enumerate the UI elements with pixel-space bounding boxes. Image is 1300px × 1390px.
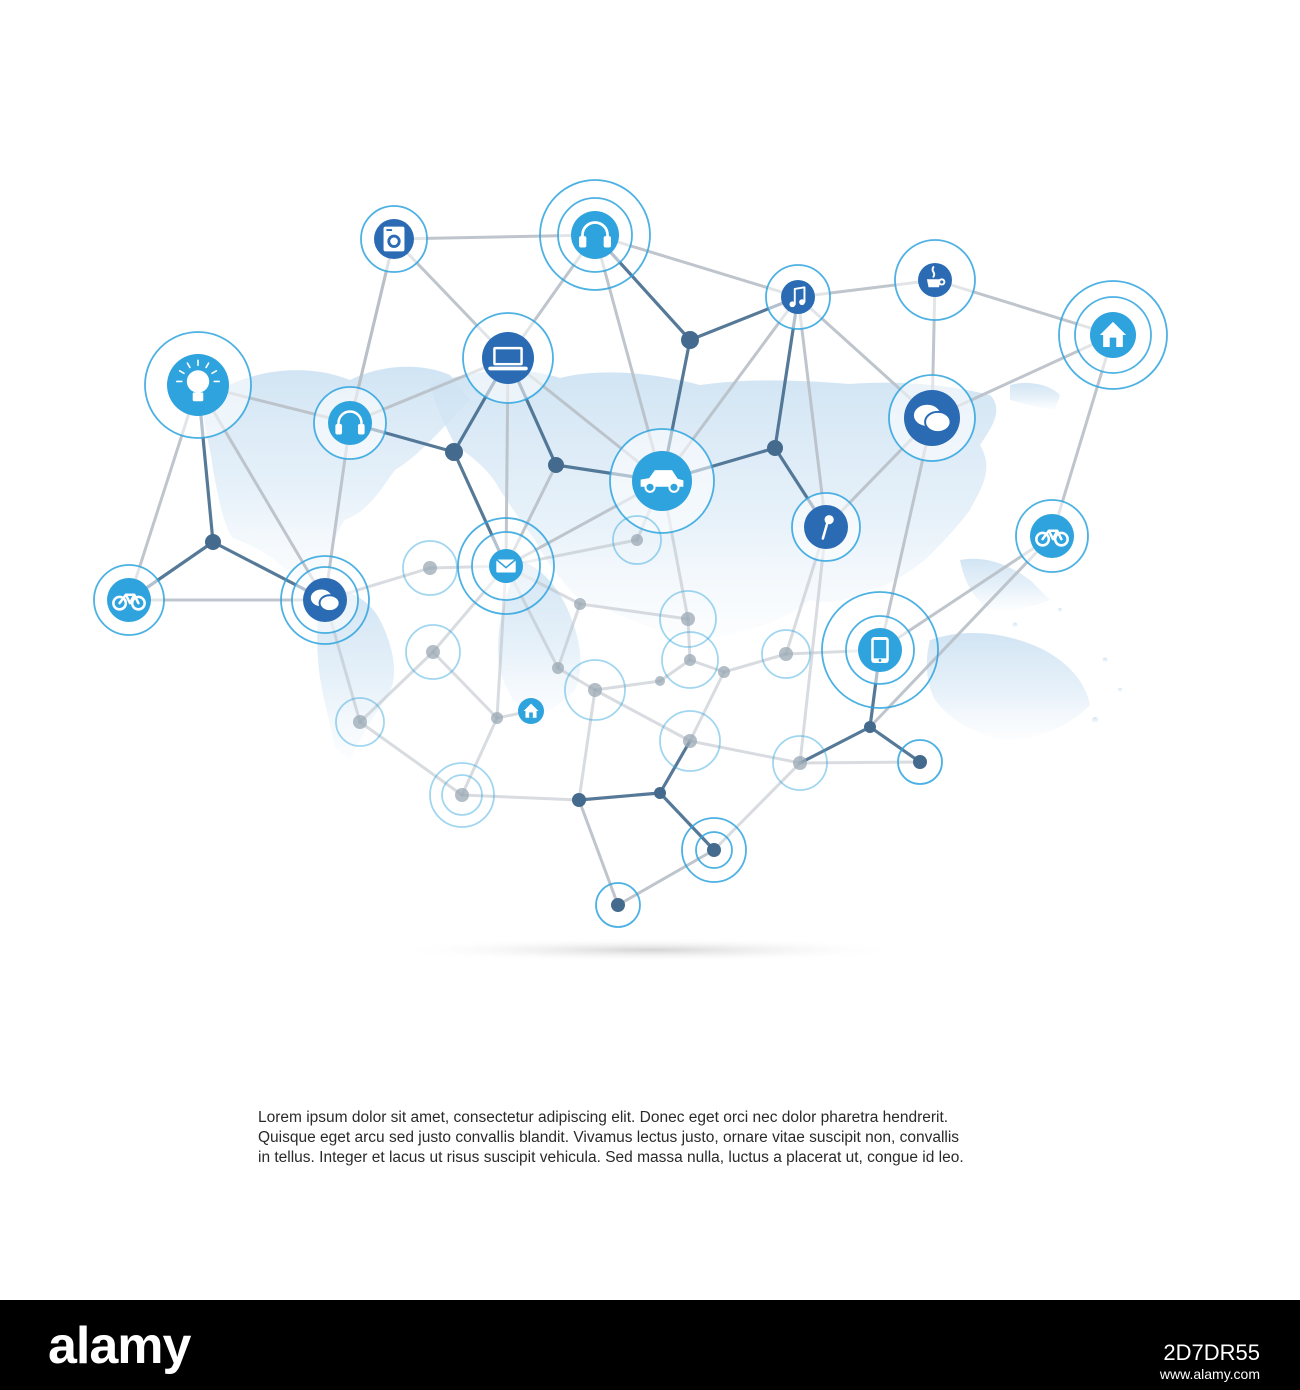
node-dot xyxy=(445,443,463,461)
ground-shadow xyxy=(390,938,910,962)
network-edge xyxy=(579,793,660,800)
network-edge xyxy=(360,722,462,795)
network-node xyxy=(314,387,386,459)
node-dot xyxy=(913,755,927,769)
network-edge xyxy=(595,681,660,690)
stock-watermark-bar xyxy=(0,1300,1300,1390)
node-dot xyxy=(681,612,695,626)
laptop-icon xyxy=(488,347,528,370)
node-dot xyxy=(455,788,469,802)
node-dot xyxy=(707,843,721,857)
body-text-line-1: Lorem ipsum dolor sit amet, consectetur adipiscing elit. Donec eget orci nec dolor pharetra hendrerit. xyxy=(258,1109,949,1126)
network-node xyxy=(822,592,938,708)
body-text xyxy=(258,1108,1058,1168)
network-edge xyxy=(800,762,920,763)
node-dot xyxy=(654,787,666,799)
network-node xyxy=(610,429,714,533)
network-node xyxy=(458,518,554,614)
network-node xyxy=(281,556,369,644)
node-core xyxy=(781,280,815,314)
node-dot xyxy=(631,534,643,546)
stock-host: www.alamy.com xyxy=(1159,1366,1260,1382)
network-node xyxy=(889,375,975,461)
body-text-line-3: in tellus. Integer et lacus ut risus suscipit vehicula. Sed massa nulla, luctus a placerat ut, congue id leo. xyxy=(258,1149,964,1166)
network-node xyxy=(552,662,564,674)
node-core xyxy=(328,401,372,445)
network-node xyxy=(895,240,975,320)
network-node xyxy=(864,721,876,733)
network-node xyxy=(406,625,460,679)
node-dot xyxy=(572,793,586,807)
node-dot xyxy=(793,756,807,770)
node-dot xyxy=(353,715,367,729)
image-id: 2D7DR55 xyxy=(1163,1340,1260,1365)
node-dot xyxy=(423,561,437,575)
node-dot xyxy=(655,676,665,686)
network-node xyxy=(654,787,666,799)
network-edge xyxy=(433,652,497,718)
node-dot xyxy=(779,647,793,661)
network-node xyxy=(655,676,665,686)
network-node xyxy=(548,457,564,473)
network-edge xyxy=(800,727,870,763)
network-edge xyxy=(579,800,618,905)
network-node xyxy=(572,793,586,807)
network-node xyxy=(1059,281,1167,389)
node-dot xyxy=(205,534,221,550)
network-node xyxy=(445,443,463,461)
node-dot xyxy=(426,645,440,659)
network-edge xyxy=(462,795,579,800)
node-dot xyxy=(552,662,564,674)
node-dot xyxy=(681,331,699,349)
node-dot xyxy=(683,734,697,748)
network-node xyxy=(792,493,860,561)
network-node xyxy=(574,598,586,610)
washing-machine-icon xyxy=(384,227,405,252)
node-dot xyxy=(767,440,783,456)
node-dot xyxy=(718,666,730,678)
network-edge xyxy=(690,741,800,763)
network-edge xyxy=(870,727,920,762)
network-node xyxy=(205,534,221,550)
network-edge xyxy=(724,654,786,672)
node-dot xyxy=(611,898,625,912)
network-node xyxy=(491,712,503,724)
tablet-icon xyxy=(871,637,889,663)
network-node xyxy=(660,711,720,771)
network-node xyxy=(596,883,640,927)
network-node xyxy=(145,332,251,438)
node-dot xyxy=(864,721,876,733)
envelope-icon xyxy=(496,560,515,573)
network-edge xyxy=(660,793,714,850)
network-node xyxy=(681,331,699,349)
node-dot xyxy=(588,683,602,697)
network-node xyxy=(718,666,730,678)
network-node xyxy=(682,818,746,882)
network-node xyxy=(518,698,544,724)
node-dot xyxy=(548,457,564,473)
network-node xyxy=(767,440,783,456)
network-node xyxy=(1016,500,1088,572)
network-node xyxy=(361,206,427,272)
body-text-line-2: Quisque eget arcu sed justo convallis blandit. Vivamus lectus justo, ornare vitae suscipit non, convallis xyxy=(258,1129,960,1146)
network-node xyxy=(463,313,553,403)
node-dot xyxy=(684,654,696,666)
network-node xyxy=(94,565,164,635)
node-dot xyxy=(491,712,503,724)
alamy-logo: alamy xyxy=(48,1317,191,1375)
network-edge xyxy=(579,690,595,800)
network-node xyxy=(766,265,830,329)
node-core xyxy=(571,211,619,259)
node-dot xyxy=(574,598,586,610)
network-edge xyxy=(618,850,714,905)
